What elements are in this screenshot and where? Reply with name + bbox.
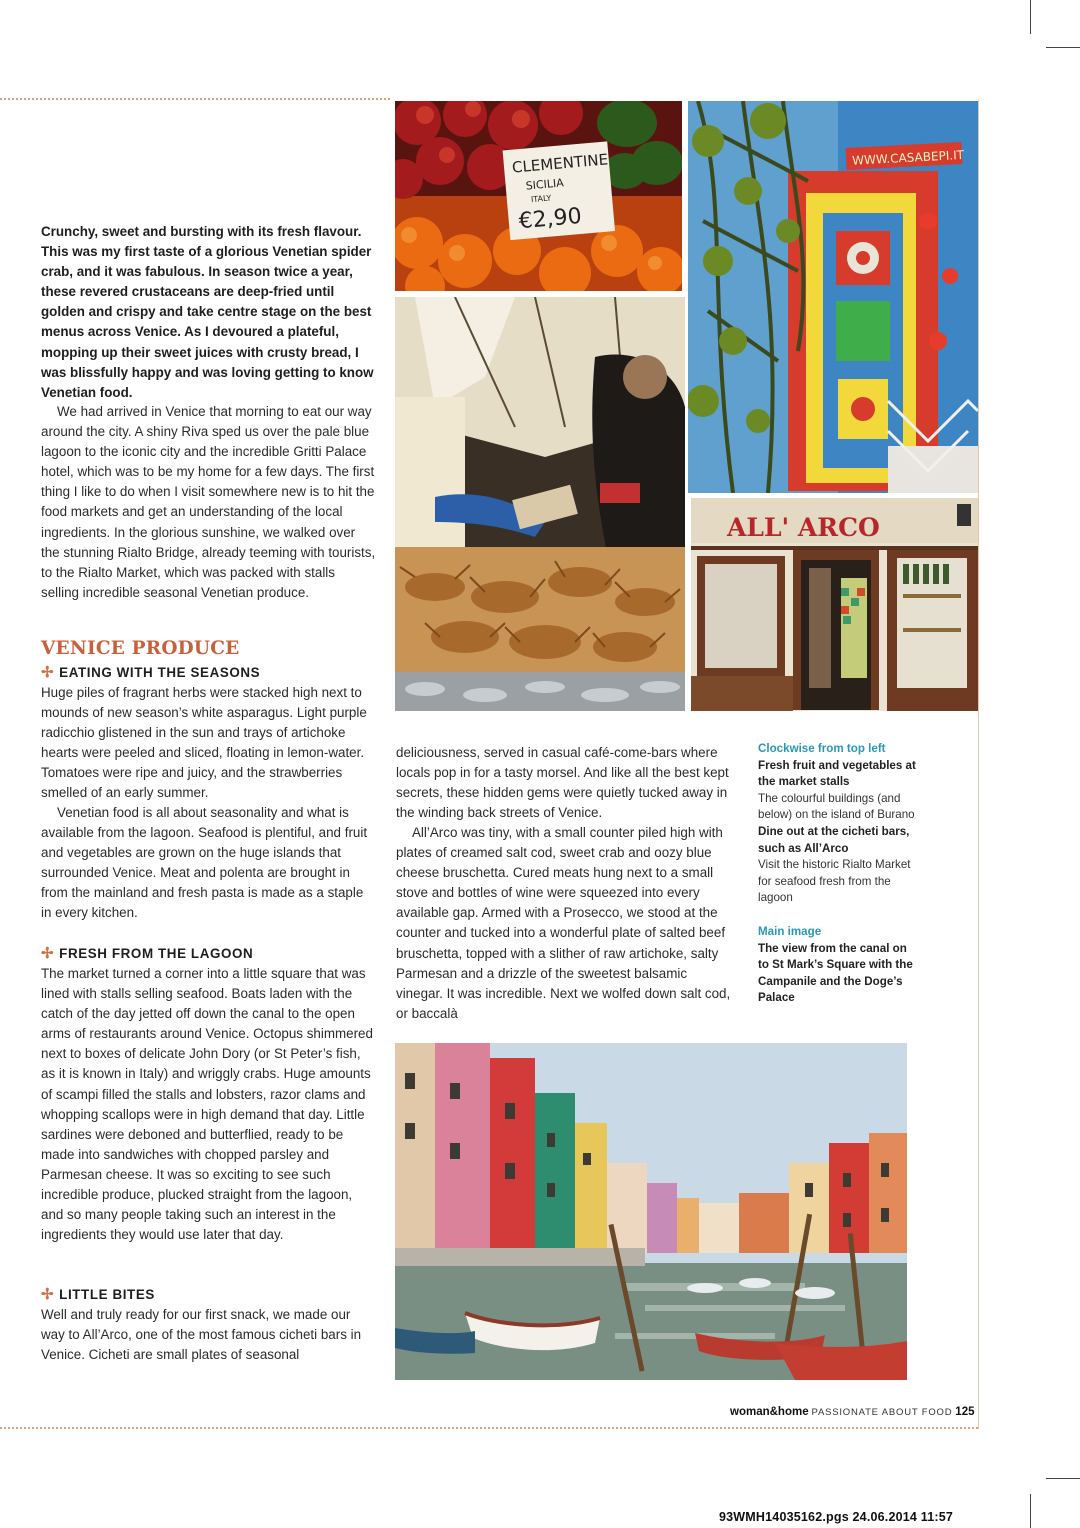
subhead-bites — [41, 1285, 376, 1303]
caption-fruit: Fresh fruit and vegetables at the market stalls — [758, 758, 916, 789]
magazine-tagline: PASSIONATE ABOUT FOOD — [811, 1407, 953, 1418]
caption-cicheti: Dine out at the cicheti bars, such as All’Arco — [758, 824, 910, 855]
arco-sign-text: ALL' ARCO — [727, 513, 880, 542]
print-slug: 93WMH14035162.pgs 24.06.2014 11:57 — [719, 1510, 954, 1524]
crop-mark-top — [1030, 0, 1031, 34]
seasons-paragraph-2: Venetian food is all about seasonality and what is available from the lagoon. Seafood is plentiful, and fruit and vegetables are grown on the huge islands that surrounded Venice. Meat and polenta are brought in from the mainland and fresh pasta is made as a staple in every kitchen. — [41, 805, 368, 921]
cross-bullet-icon: ✢ — [41, 664, 55, 681]
caption-main-text: The view from the canal on to St Mark’s Square with the Campanile and the Doge’s Palace — [758, 941, 913, 1005]
column2-paragraph-1: deliciousness, served in casual café-come-bars where locals pop in for a tasty morsel. And like all the best kept secrets, these hidden gems were quietly tucked away in the winding back streets of Venice. — [396, 745, 729, 821]
subhead-lagoon-label: FRESH FROM THE LAGOON — [59, 945, 254, 961]
photo-burano-building — [688, 101, 978, 493]
subhead-seasons — [41, 663, 376, 681]
caption-main-heading: Main image — [758, 924, 822, 938]
crop-mark-top-right — [1046, 47, 1080, 48]
right-frame-line — [978, 100, 979, 1429]
crop-mark-bottom — [1030, 1494, 1031, 1528]
bottom-dotted-rule — [0, 1427, 978, 1429]
casa-sign-text: WWW.CASABEPI.IT — [851, 147, 965, 168]
lead-paragraph: Crunchy, sweet and bursting with its fresh flavour. This was my first taste of a glorious Venetian spider crab, and it was fabulous. In season twice a year, these revered crustaceans are deep-fried until golden and crispy and take centre stage on the best menus across Venice. As I devoured a plateful, mopping up their sweet juices with crusty bread, I was blissfully happy and was loving getting to know Venetian food. — [41, 224, 374, 400]
subhead-lagoon — [41, 944, 376, 962]
column2-paragraph-2: All’Arco was tiny, with a small counter piled high with plates of creamed salt cod, sweet crab and oozy blue cheese bruschetta. Cured meats hung next to a small stove and bottles of wine were squeezed into every available gap. Armed with a Prosecco, we stood at the counter and tucked into a wonderful plate of salted beef bruschetta, topped with a slither of raw artichoke, salty Parmesan and a drizzle of the sweetest balsamic vinegar. It was incredible. Next we wolfed down salt cod, or baccalà — [396, 825, 731, 1021]
intro-paragraph: We had arrived in Venice that morning to eat our way around the city. A shiny Riva sped us over the pale blue lagoon to the iconic city and the incredible Gritti Palace hotel, which was to be my home for a few days. The first thing I like to do when I visit somewhere new is to hit the food markets and get an understanding of the local ingredients. In the glorious sunshine, we walked over the stunning Rialto Bridge, already teeming with tourists, to the Rialto Market, which was packed with stalls selling incredible seasonal Venetian produce. — [41, 404, 376, 600]
photo-fish-market — [395, 297, 685, 711]
magazine-brand: woman&home — [730, 1406, 809, 1418]
cross-bullet-icon: ✢ — [41, 945, 55, 962]
folio — [730, 1406, 974, 1418]
page-number: 125 — [955, 1406, 975, 1418]
section-title: VENICE PRODUCE — [41, 638, 240, 659]
crop-mark-bottom-right — [1046, 1478, 1080, 1479]
caption-buildings: The colourful buildings (and below) on the island of Burano — [758, 791, 915, 822]
price-sign-line3: ITALY — [530, 193, 552, 205]
subhead-seasons-label: EATING WITH THE SEASONS — [59, 664, 261, 680]
price-sign-line2: SICILIA — [525, 176, 565, 193]
bites-paragraph: Well and truly ready for our first snack, we made our way to All’Arco, one of the most famous cicheti bars in Venice. Cicheti are small plates of seasonal — [41, 1307, 362, 1363]
photo-fruit-market — [395, 101, 682, 291]
subhead-bites-label: LITTLE BITES — [59, 1286, 155, 1302]
caption-heading: Clockwise from top left — [758, 742, 886, 755]
captions-block — [758, 741, 918, 1007]
price-sign-line1: CLEMENTINE — [511, 150, 609, 177]
photo-burano-canal — [395, 1043, 907, 1380]
caption-rialto: Visit the historic Rialto Market for seafood fresh from the lagoon — [758, 858, 911, 905]
price-sign-price: €2,90 — [517, 203, 583, 235]
lagoon-paragraph: The market turned a corner into a little square that was lined with stalls selling seafood. Boats laden with the catch of the day jetted off down the canal to the open arms of restaurants around Venice. Octopus shimmered next to boxes of delicate John Dory (or St Peter’s fish, as it is known in Italy) and wriggly crabs. Huge amounts of scampi filled the stalls and lobsters, razor clams and whopping scallops were in high demand that day. Little sardines were deboned and butterflied, ready to be made into sandwiches with chopped parsley and Parmesan cheese. It was so exciting to see such incredible produce, plucked straight from the lagoon, and so many people taking such an interest in the ingredients they would use later that day. — [41, 966, 373, 1243]
seasons-paragraph-1: Huge piles of fragrant herbs were stacked high next to mounds of new season’s white asparagus. Light purple radicchio glistened in the sun and trays of artichoke hearts were peeled and sliced, floating in lemon-water. Tomatoes were ripe and juicy, and the strawberries smelled of an early summer. — [41, 685, 367, 801]
cross-bullet-icon: ✢ — [41, 1286, 55, 1303]
photo-allarco-bar — [691, 498, 978, 711]
top-dotted-rule — [0, 98, 390, 100]
